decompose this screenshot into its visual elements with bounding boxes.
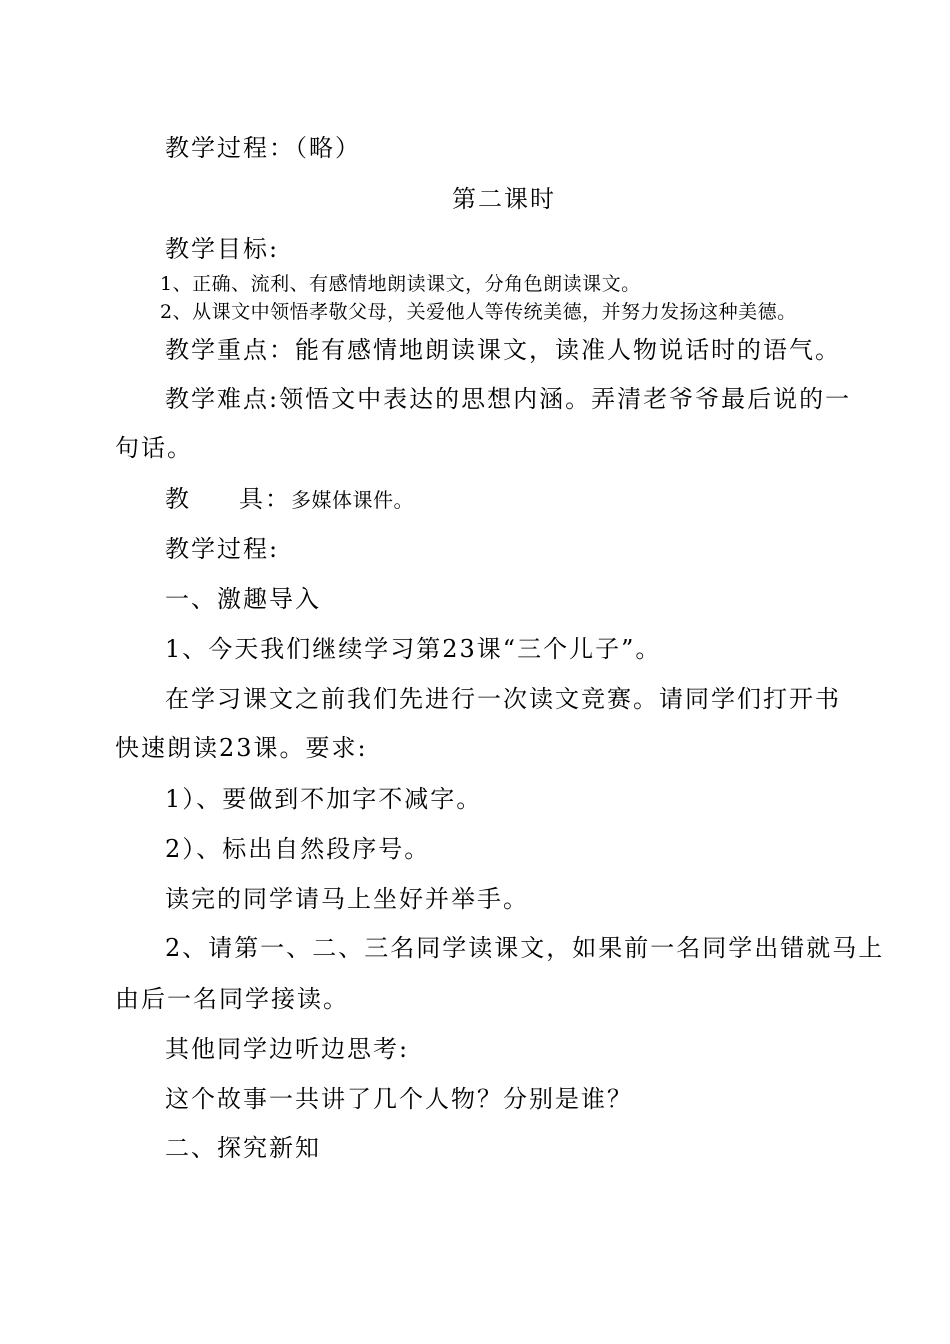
section-title: 第二课时: [452, 185, 556, 213]
process-heading: 教学过程:: [165, 535, 280, 563]
part-one-heading: 一、激趣导入: [165, 585, 321, 613]
paragraph-4-cont: 由后一名同学接读。: [115, 985, 349, 1013]
objectives-heading: 教学目标:: [165, 235, 280, 263]
tools-label-1: 教: [165, 485, 191, 513]
paragraph-1: 1、今天我们继续学习第23课“三个儿子”。: [165, 635, 662, 663]
paragraph-2: 在学习课文之前我们先进行一次读文竞赛。请同学们打开书: [165, 685, 841, 713]
part-two-heading: 二、探究新知: [165, 1134, 321, 1162]
process-brief-line: 教学过程：（略）: [165, 134, 361, 162]
tools-value: 多媒体课件。: [291, 488, 414, 512]
objective-1: 1、正确、流利、有感情地朗读课文，分角色朗读课文。: [160, 273, 641, 295]
paragraph-2-cont: 快速朗读23课。要求:: [115, 734, 368, 762]
paragraph-5: 其他同学边听边思考:: [165, 1035, 410, 1063]
requirement-2: 2）、标出自然段序号。: [165, 835, 431, 863]
key-point-line: 教学重点：能有感情地朗读课文，读准人物说话时的语气。: [165, 336, 841, 364]
requirement-1: 1）、要做到不加字不减字。: [165, 785, 483, 813]
tools-line: [165, 484, 414, 515]
paragraph-3: 读完的同学请马上坐好并举手。: [165, 885, 529, 913]
tools-label-2: 具：: [239, 485, 291, 513]
paragraph-4: 2、请第一、二、三名同学读课文，如果前一名同学出错就马上: [165, 934, 885, 962]
objective-2: 2、从课文中领悟孝敬父母，关爱他人等传统美德，并努力发扬这种美德。: [160, 301, 797, 323]
difficulty-line-cont: 句话。: [115, 434, 193, 462]
question-line: 这个故事一共讲了几个人物？分别是谁？: [165, 1085, 633, 1113]
difficulty-line: 教学难点:领悟文中表达的思想内涵。弄清老爷爷最后说的一: [165, 385, 852, 413]
